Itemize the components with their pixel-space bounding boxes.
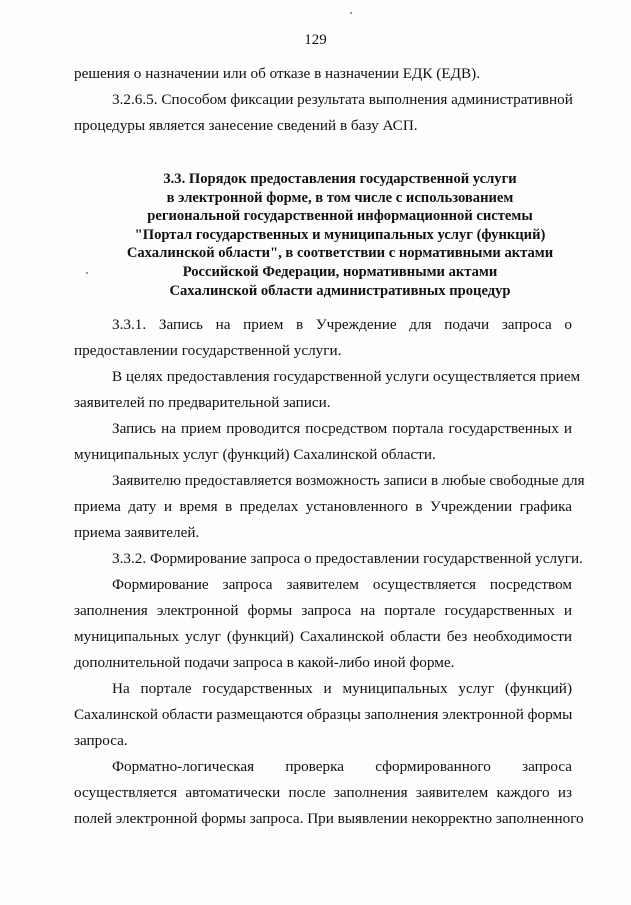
section-heading bbox=[60, 170, 620, 300]
paragraph-line: На портале государственных и муниципальных услуг (функций) bbox=[112, 680, 572, 697]
heading-line: Сахалинской области", в соответствии с нормативными актами bbox=[126, 245, 554, 262]
paragraph-line: запроса. bbox=[74, 732, 128, 749]
heading-line: Сахалинской области административных процедур bbox=[169, 282, 511, 299]
paragraph-line: заполнения электронной формы запроса на портале государственных и bbox=[74, 602, 572, 619]
paragraph-line: предоставлении государственной услуги. bbox=[74, 342, 342, 359]
paragraph-line: решения о назначении или об отказе в назначении ЕДК (ЕДВ). bbox=[74, 65, 480, 82]
paragraph-line: 3.3.1. Запись на прием в Учреждение для подачи запроса о bbox=[112, 316, 572, 333]
paragraph-line: осуществляется автоматически после заполнения заявителем каждого из bbox=[74, 784, 572, 801]
heading-line: региональной государственной информационной системы bbox=[147, 208, 533, 225]
heading-line: в электронной форме, в том числе с использованием bbox=[166, 189, 514, 206]
paragraph-line: 3.3.2. Формирование запроса о предоставлении государственной услуги. bbox=[112, 550, 583, 567]
heading-line: 3.3. Порядок предоставления государственной услуги bbox=[163, 171, 517, 187]
paragraph-line: Формирование запроса заявителем осуществляется посредством bbox=[112, 576, 572, 593]
heading-line: Российской Федерации, нормативными актами bbox=[182, 263, 498, 280]
paragraph-line: муниципальных услуг (функций) Сахалинской области. bbox=[74, 446, 436, 463]
heading-line: "Портал государственных и муниципальных услуг (функций) bbox=[134, 226, 546, 243]
paragraph-line: заявителей по предварительной записи. bbox=[74, 394, 331, 411]
paragraph-line: Форматно-логическая проверка сформированного запроса bbox=[112, 758, 572, 775]
paragraph-line: Заявителю предоставляется возможность записи в любые свободные для bbox=[112, 472, 585, 489]
paragraph-line: 3.2.6.5. Способом фиксации результата выполнения административной bbox=[112, 91, 573, 108]
paragraph-line: Запись на прием проводится посредством портала государственных и bbox=[112, 420, 572, 437]
paragraph-line: полей электронной формы запроса. При выявлении некорректно заполненного bbox=[74, 810, 584, 827]
paragraph-line: дополнительной подачи запроса в какой-либо иной форме. bbox=[74, 654, 455, 671]
paragraph-line: приема дату и время в пределах установленного в Учреждении графика bbox=[74, 498, 572, 515]
paragraph-line: муниципальных услуг (функций) Сахалинской области без необходимости bbox=[74, 628, 572, 645]
page-number: 129 bbox=[304, 32, 327, 48]
paragraph-line: В целях предоставления государственной услуги осуществляется прием bbox=[112, 368, 581, 385]
paragraph-line: приема заявителей. bbox=[74, 524, 200, 541]
paragraph-line: процедуры является занесение сведений в базу АСП. bbox=[74, 117, 418, 134]
scan-speck bbox=[86, 272, 88, 274]
scan-speck bbox=[350, 12, 352, 14]
paragraph-line: Сахалинской области размещаются образцы заполнения электронной формы bbox=[74, 706, 573, 723]
